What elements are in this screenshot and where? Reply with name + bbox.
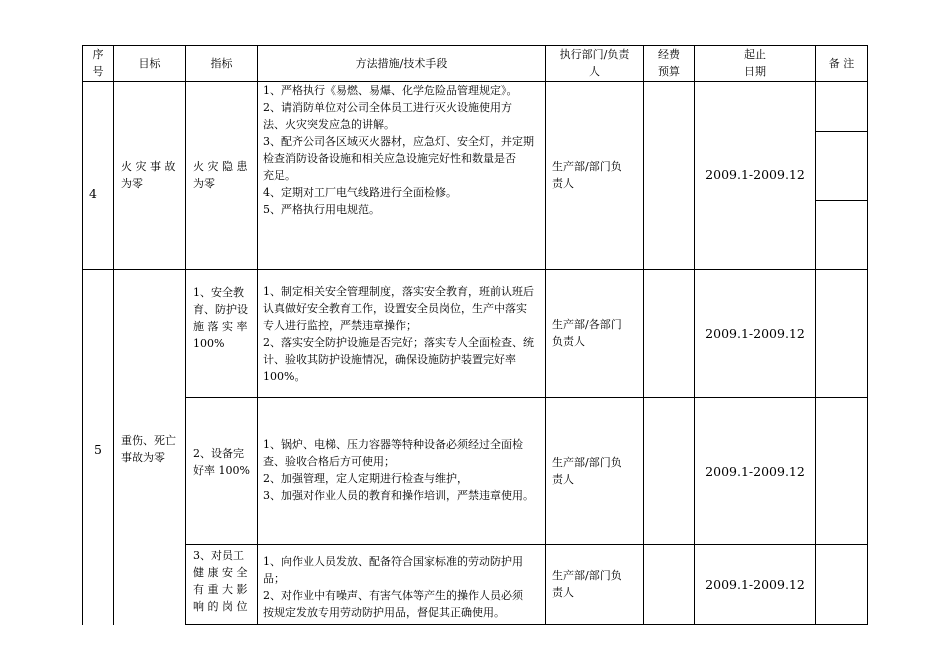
sub-method: 1、锅炉、电梯、压力容器等特种设备必须经过全面检 查、验收合格后方可使用； 2、加强管理，定人定期进行检查与维护， 3、加强对作业人员的教育和操作培训，严禁违章使用。 bbox=[263, 438, 534, 502]
grid-line bbox=[815, 45, 816, 625]
grid-line bbox=[113, 45, 114, 625]
header-remark: 备 注 bbox=[828, 57, 855, 70]
sub-indicator: 3、对员工 健 康 安 全 有 重 大 影 响 的 岗 位 bbox=[193, 549, 248, 613]
header-date: 起止 日期 bbox=[744, 48, 766, 78]
header-indicator: 指标 bbox=[210, 57, 233, 70]
header-goal: 目标 bbox=[138, 57, 161, 70]
grid-line bbox=[185, 397, 868, 398]
sub-dept: 生产部/部门负 责人 bbox=[552, 569, 622, 599]
grid-line bbox=[185, 544, 868, 545]
row-dept: 生产部/部门负 责人 bbox=[552, 160, 622, 190]
row-date: 2009.1-2009.12 bbox=[705, 167, 805, 182]
row-goal: 重伤、死亡 事故为零 bbox=[121, 434, 176, 464]
grid-line bbox=[643, 45, 644, 625]
header-budget: 经费 预算 bbox=[658, 48, 680, 78]
sub-indicator: 2、设备完 好率 100% bbox=[193, 447, 250, 477]
sub-date: 2009.1-2009.12 bbox=[705, 326, 805, 341]
header-dept: 执行部门/负责 人 bbox=[559, 48, 630, 78]
grid-line bbox=[545, 45, 546, 625]
row-seq: 4 bbox=[89, 186, 97, 201]
sub-method: 1、制定相关安全管理制度，落实安全教育，班前认班后 认真做好安全教育工作，设置安全员岗位，生产中落实 专人进行监控，严禁违章操作； 2、落实安全防护设施是否完好；落实专人全面检查、统 计、验收其防护设施情况，确保设施防护装置完好率 100%。 bbox=[263, 285, 534, 383]
row-goal: 火 灾 事 故 为零 bbox=[121, 160, 176, 190]
grid-line bbox=[815, 200, 868, 201]
sub-dept: 生产部/各部门 负责人 bbox=[552, 318, 622, 348]
header-seq: 序 号 bbox=[92, 48, 104, 78]
sub-method: 1、向作业人员发放、配备符合国家标准的劳动防护用 品； 2、对作业中有噪声、有害气体等产生的操作人员必须 按规定发放专用劳动防护用品，督促其正确使用。 bbox=[263, 555, 523, 619]
row-method: 1、严格执行《易燃、易爆、化学危险品管理规定》。 2、请消防单位对公司全体员工进行灭火设施使用方 法、火灾突发应急的讲解。 3、配齐公司各区域灭火器材，应急灯、安全灯，并定期 检查消防设备设施和相关应急设施完好性和数量是否 充足。 4、定期对工厂电气线路进行全面检修。 5、严格执行用电规范。 bbox=[263, 84, 534, 216]
sub-date: 2009.1-2009.12 bbox=[705, 577, 805, 592]
sub-date: 2009.1-2009.12 bbox=[705, 464, 805, 479]
grid-line bbox=[257, 45, 258, 625]
row-seq: 5 bbox=[94, 442, 102, 457]
grid-line bbox=[82, 45, 83, 625]
grid-line bbox=[185, 624, 868, 625]
sub-dept: 生产部/部门负 责人 bbox=[552, 456, 622, 486]
grid-line bbox=[867, 45, 868, 625]
grid-line bbox=[82, 269, 868, 270]
sub-indicator: 1、安全教 育、防护设 施 落 实 率 100% bbox=[193, 286, 248, 350]
grid-line bbox=[815, 131, 868, 132]
header-method: 方法措施/技术手段 bbox=[355, 57, 448, 70]
row-indicator: 火 灾 隐 患 为零 bbox=[193, 160, 248, 190]
grid-line bbox=[185, 45, 186, 625]
